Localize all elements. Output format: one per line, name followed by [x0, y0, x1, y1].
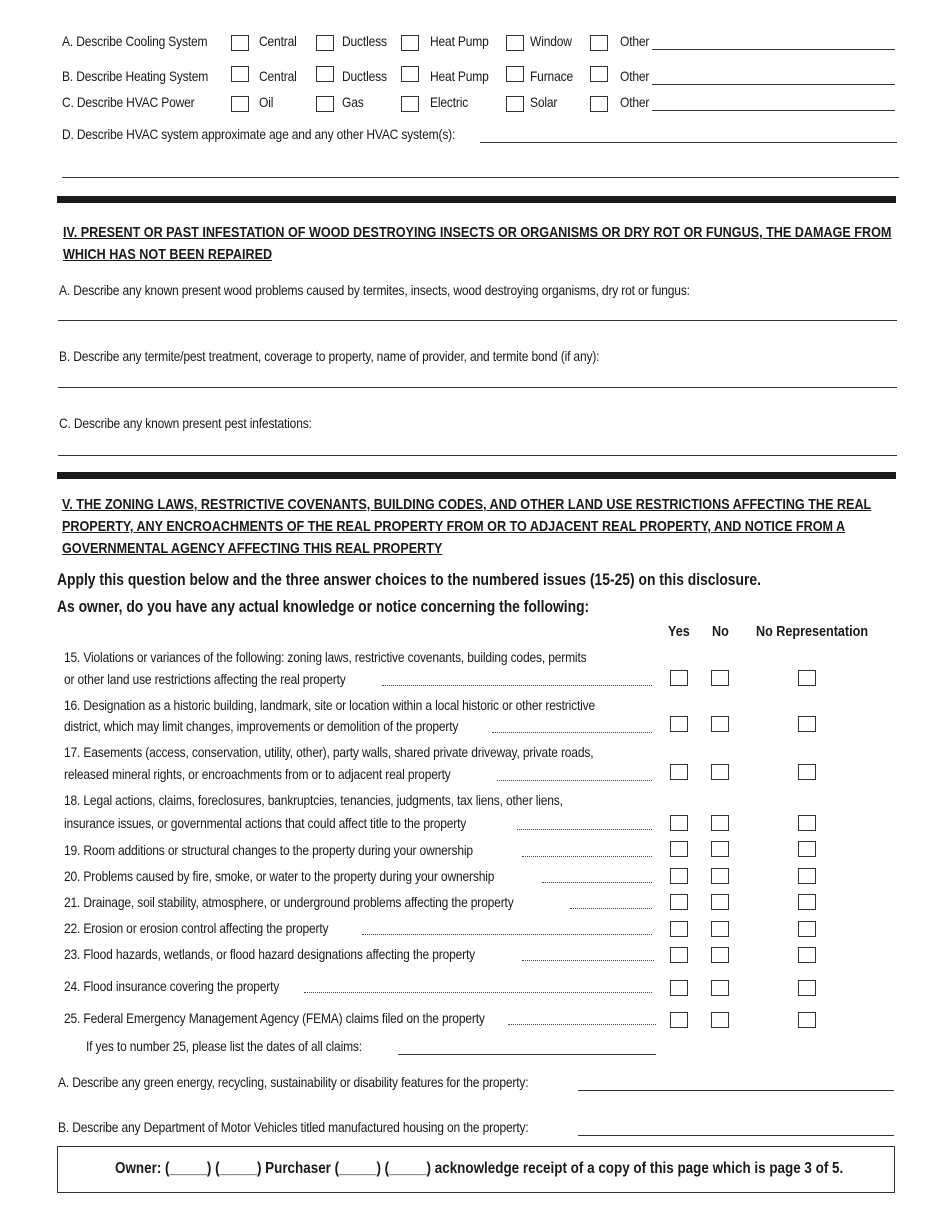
dmv-housing-input[interactable] — [578, 1135, 894, 1136]
item-text: 21. Drainage, soil stability, atmosphere, or underground problems affecting the property — [64, 894, 514, 910]
power-solar-label: Solar — [530, 94, 558, 110]
leader-dots — [382, 685, 652, 686]
leader-dots — [492, 732, 652, 733]
item-text: 17. Easements (access, conservation, utility, other), party walls, shared private driveway, private roads, — [64, 744, 594, 760]
power-oil-checkbox[interactable] — [231, 96, 249, 112]
item-24-no-checkbox[interactable] — [711, 980, 729, 996]
wood-problems-label: A. Describe any known present wood problems caused by termites, insects, wood destroying organisms, dry rot or fungus: — [59, 282, 690, 298]
instruction-text: Apply this question below and the three answer choices to the numbered issues (15-25) on this disclosure. — [57, 571, 761, 589]
hvac-age-input[interactable] — [480, 142, 897, 143]
item-18-norep-checkbox[interactable] — [798, 815, 816, 831]
item-16-norep-checkbox[interactable] — [798, 716, 816, 732]
section-v-title-line2: PROPERTY, ANY ENCROACHMENTS OF THE REAL PROPERTY FROM OR TO ADJACENT REAL PROPERTY, AND NOTICE FROM A — [62, 518, 846, 535]
heating-heatpump-checkbox[interactable] — [401, 66, 419, 82]
heating-furnace-checkbox[interactable] — [506, 66, 524, 82]
cooling-ductless-checkbox[interactable] — [316, 35, 334, 51]
power-electric-label: Electric — [430, 94, 469, 110]
leader-dots — [304, 992, 652, 993]
heating-central-label: Central — [259, 68, 297, 84]
item-17-norep-checkbox[interactable] — [798, 764, 816, 780]
item-21-yes-checkbox[interactable] — [670, 894, 688, 910]
item-22-yes-checkbox[interactable] — [670, 921, 688, 937]
section-iv-title-line2: WHICH HAS NOT BEEN REPAIRED — [63, 246, 273, 263]
power-label: C. Describe HVAC Power — [62, 94, 195, 110]
leader-dots — [508, 1024, 656, 1025]
acknowledgment-box — [57, 1146, 895, 1193]
item-text: or other land use restrictions affecting the real property — [64, 671, 346, 687]
fema-dates-input[interactable] — [398, 1054, 656, 1055]
cooling-other-checkbox[interactable] — [590, 35, 608, 51]
cooling-ductless-label: Ductless — [342, 33, 387, 49]
heating-other-label: Other — [620, 68, 650, 84]
pest-treatment-label: B. Describe any termite/pest treatment, coverage to property, name of provider, and termite bond (if any): — [59, 348, 600, 364]
pest-infestations-label: C. Describe any known present pest infestations: — [59, 415, 312, 431]
item-text: 18. Legal actions, claims, foreclosures, bankruptcies, tenancies, judgments, tax liens, other liens, — [64, 792, 563, 808]
cooling-heatpump-label: Heat Pump — [430, 33, 489, 49]
leader-dots — [542, 882, 652, 883]
cooling-other-label: Other — [620, 33, 650, 49]
green-features-input[interactable] — [578, 1090, 894, 1091]
col-no-header: No — [712, 623, 729, 640]
item-18-yes-checkbox[interactable] — [670, 815, 688, 831]
dmv-housing-label: B. Describe any Department of Motor Vehicles titled manufactured housing on the property: — [58, 1119, 529, 1135]
pest-treatment-input[interactable] — [58, 387, 897, 388]
item-text: 24. Flood insurance covering the property — [64, 978, 280, 994]
item-text: released mineral rights, or encroachments from or to adjacent real property — [64, 766, 451, 782]
item-16-yes-checkbox[interactable] — [670, 716, 688, 732]
item-23-yes-checkbox[interactable] — [670, 947, 688, 963]
item-19-norep-checkbox[interactable] — [798, 841, 816, 857]
item-19-yes-checkbox[interactable] — [670, 841, 688, 857]
item-17-yes-checkbox[interactable] — [670, 764, 688, 780]
item-text: insurance issues, or governmental actions that could affect title to the property — [64, 815, 467, 831]
heating-ductless-checkbox[interactable] — [316, 66, 334, 82]
heating-central-checkbox[interactable] — [231, 66, 249, 82]
item-20-yes-checkbox[interactable] — [670, 868, 688, 884]
leader-dots — [362, 934, 652, 935]
section-v-title-line3: GOVERNMENTAL AGENCY AFFECTING THIS REAL PROPERTY — [62, 540, 443, 557]
item-text: 23. Flood hazards, wetlands, or flood hazard designations affecting the property — [64, 946, 476, 962]
power-gas-checkbox[interactable] — [316, 96, 334, 112]
pest-infestations-input[interactable] — [58, 455, 897, 456]
heating-heatpump-label: Heat Pump — [430, 68, 489, 84]
item-15-yes-checkbox[interactable] — [670, 670, 688, 686]
item-23-norep-checkbox[interactable] — [798, 947, 816, 963]
item-15-norep-checkbox[interactable] — [798, 670, 816, 686]
item-21-norep-checkbox[interactable] — [798, 894, 816, 910]
hvac-age-input-line2[interactable] — [62, 177, 899, 178]
cooling-central-checkbox[interactable] — [231, 35, 249, 51]
power-electric-checkbox[interactable] — [401, 96, 419, 112]
heating-other-input[interactable] — [652, 84, 895, 85]
item-18-no-checkbox[interactable] — [711, 815, 729, 831]
section-divider — [57, 472, 896, 479]
item-text: 20. Problems caused by fire, smoke, or water to the property during your ownership — [64, 868, 495, 884]
owner-question: As owner, do you have any actual knowledge or notice concerning the following: — [57, 598, 590, 616]
item-text: 15. Violations or variances of the following: zoning laws, restrictive covenants, building codes, permits — [64, 649, 587, 665]
power-solar-checkbox[interactable] — [506, 96, 524, 112]
leader-dots — [522, 960, 654, 961]
heating-furnace-label: Furnace — [530, 68, 573, 84]
cooling-heatpump-checkbox[interactable] — [401, 35, 419, 51]
item-text: 16. Designation as a historic building, landmark, site or location within a local historic or other restrictive — [64, 697, 595, 713]
col-yes-header: Yes — [668, 623, 690, 640]
section-divider — [57, 196, 896, 203]
leader-dots — [570, 908, 652, 909]
cooling-window-label: Window — [530, 33, 572, 49]
power-other-checkbox[interactable] — [590, 96, 608, 112]
hvac-age-label: D. Describe HVAC system approximate age and any other HVAC system(s): — [62, 126, 456, 142]
item-19-no-checkbox[interactable] — [711, 841, 729, 857]
item-text: 19. Room additions or structural changes to the property during your ownership — [64, 842, 473, 858]
item-15-no-checkbox[interactable] — [711, 670, 729, 686]
item-24-norep-checkbox[interactable] — [798, 980, 816, 996]
item-22-no-checkbox[interactable] — [711, 921, 729, 937]
section-v-title-line1: V. THE ZONING LAWS, RESTRICTIVE COVENANTS, BUILDING CODES, AND OTHER LAND USE RESTRICTIONS AFFECTING THE REAL — [62, 496, 872, 513]
acknowledgment-text: Owner: (_____) (_____) Purchaser (_____) (_____) acknowledge receipt of a copy of this page which is page 3 of 5. — [115, 1160, 844, 1177]
item-text: 25. Federal Emergency Management Agency (FEMA) claims filed on the property — [64, 1010, 485, 1026]
heating-other-checkbox[interactable] — [590, 66, 608, 82]
item-16-no-checkbox[interactable] — [711, 716, 729, 732]
wood-problems-input[interactable] — [58, 320, 897, 321]
item-text: district, which may limit changes, improvements or demolition of the property — [64, 718, 459, 734]
power-other-input[interactable] — [652, 110, 895, 111]
item-text: 22. Erosion or erosion control affecting the property — [64, 920, 329, 936]
fema-dates-label: If yes to number 25, please list the dates of all claims: — [86, 1038, 362, 1054]
cooling-label: A. Describe Cooling System — [62, 33, 208, 49]
green-features-label: A. Describe any green energy, recycling, sustainability or disability features for the property: — [58, 1074, 529, 1090]
item-25-yes-checkbox[interactable] — [670, 1012, 688, 1028]
item-20-norep-checkbox[interactable] — [798, 868, 816, 884]
heating-label: B. Describe Heating System — [62, 68, 209, 84]
power-other-label: Other — [620, 94, 650, 110]
item-24-yes-checkbox[interactable] — [670, 980, 688, 996]
item-20-no-checkbox[interactable] — [711, 868, 729, 884]
power-gas-label: Gas — [342, 94, 364, 110]
item-17-no-checkbox[interactable] — [711, 764, 729, 780]
leader-dots — [522, 856, 652, 857]
leader-dots — [497, 780, 652, 781]
leader-dots — [517, 829, 652, 830]
item-22-norep-checkbox[interactable] — [798, 921, 816, 937]
heating-ductless-label: Ductless — [342, 68, 387, 84]
cooling-central-label: Central — [259, 33, 297, 49]
item-25-no-checkbox[interactable] — [711, 1012, 729, 1028]
cooling-window-checkbox[interactable] — [506, 35, 524, 51]
item-25-norep-checkbox[interactable] — [798, 1012, 816, 1028]
cooling-other-input[interactable] — [652, 49, 895, 50]
power-oil-label: Oil — [259, 94, 274, 110]
item-23-no-checkbox[interactable] — [711, 947, 729, 963]
item-21-no-checkbox[interactable] — [711, 894, 729, 910]
section-iv-title-line1: IV. PRESENT OR PAST INFESTATION OF WOOD DESTROYING INSECTS OR ORGANISMS OR DRY ROT OR FUNGUS, THE DAMAGE FROM — [63, 224, 892, 241]
col-norep-header: No Representation — [756, 623, 869, 640]
